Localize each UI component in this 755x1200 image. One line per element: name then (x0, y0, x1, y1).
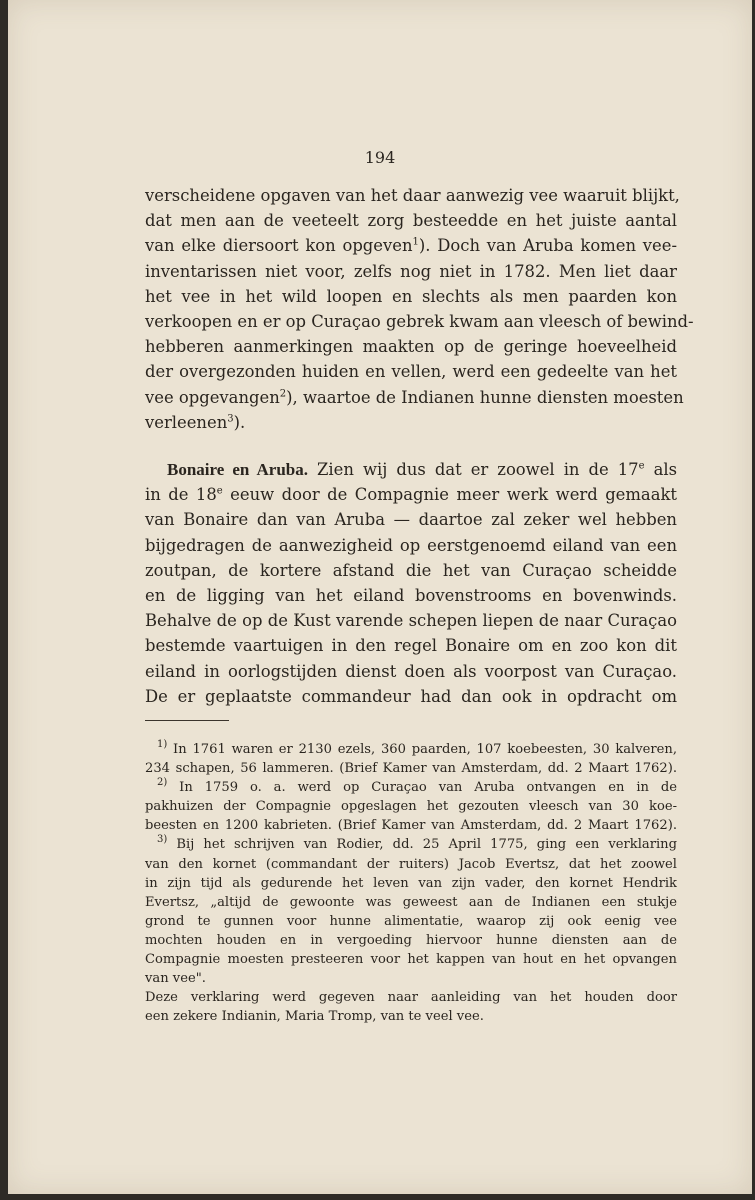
footnote-mark: 3) (157, 834, 168, 846)
text-line-tail: ), waartoe de Indianen hunne diensten moesten (286, 387, 684, 407)
text-line: bestemde vaartuigen in den regel Bonaire om en zoo kon dit (145, 636, 677, 656)
footnote-line: grond te gunnen voor hunne alimentatie, waarop zij ook eenig vee (145, 913, 677, 929)
footnote-ref-1: 1 (412, 236, 419, 248)
text-line (145, 385, 684, 410)
text-line: van Bonaire dan van Aruba — daartoe zal zeker wel hebben (145, 510, 677, 530)
footnote-2 (145, 778, 677, 835)
text-line (145, 233, 677, 258)
footnotes (145, 740, 677, 1026)
text-line-body: Zien wij dus dat er zoowel in de 17 (308, 460, 639, 480)
text-line: eiland in oorlogstijden dienst doen als voorpost van Curaçao. (145, 661, 677, 681)
footnote-text: Bij het schrijven van Rodier, dd. 25 April 1775, ging een verklaring (167, 837, 677, 853)
text-line: dat men aan de veeteelt zorg besteedde en het juiste aantal (145, 211, 677, 231)
text-line-head: vee opgevangen (145, 387, 280, 407)
section-heading: Bonaire en Aruba. (167, 460, 308, 480)
text-line-tail: ). Doch van Aruba komen vee- (418, 236, 677, 256)
text-line (145, 482, 677, 507)
footnote-line: in zijn tijd als gedurende het leven van zijn vader, den kornet Hendrik (145, 875, 677, 891)
footnote-text: In 1761 waren er 2130 ezels, 360 paarden, 107 koebeesten, 30 kalveren, (167, 742, 677, 757)
text-line: het vee in het wild loopen en slechts als men paarden kon (145, 286, 677, 306)
superscript: e (216, 485, 223, 497)
text-line-head: in de 18 (145, 485, 217, 505)
footnote-divider (145, 720, 229, 721)
paragraph-1 (145, 183, 694, 435)
footnote-line: een zekere Indianin, Maria Tromp, van te veel vee. (145, 1009, 484, 1025)
footnote-line: mochten houden en in vergoeding hiervoor hunne diensten aan de (145, 932, 677, 948)
paragraph-2 (145, 457, 677, 709)
footnote-line: beesten en 1200 kabrieten. (Brief Kamer van Amsterdam, dd. 2 Maart 1762). (145, 818, 677, 834)
footnote-line: Compagnie moesten presteeren voor het kappen van hout en het opvangen (145, 952, 677, 968)
book-page (8, 0, 752, 1194)
footnote-mark: 1) (157, 739, 168, 750)
main-text (145, 183, 694, 709)
text-line: Behalve de op de Kust varende schepen liepen de naar Curaçao (145, 611, 677, 631)
footnote-text: In 1759 o. a. werd op Curaçao van Aruba ontvangen en in de (167, 780, 677, 796)
text-line-head: verleenen (145, 412, 228, 432)
footnote-line: van den kornet (commandant der ruiters) Jacob Evertsz, dat het zoowel (145, 856, 677, 872)
text-line: verkoopen en er op Curaçao gebrek kwam aan vleesch of bewind- (145, 312, 694, 332)
footnote-ref-3: 3 (227, 413, 234, 425)
footnote-line: Evertsz, „altijd de gewoonte was geweest aan de Indianen een stukje (145, 894, 677, 910)
text-line-tail: als (644, 460, 677, 480)
text-line: hebberen aanmerkingen maakten op de geringe hoeveelheid (145, 337, 677, 357)
footnote-ref-2: 2 (279, 388, 287, 400)
footnote-1 (145, 740, 677, 778)
footnote-line: Deze verklaring werd gegeven naar aanleiding van het houden door (145, 990, 677, 1006)
footnote-line (145, 778, 677, 797)
text-line-tail: eeuw door de Compagnie meer werk werd gemaakt (222, 485, 677, 505)
footnote-line: pakhuizen der Compagnie opgeslagen het gezouten vleesch van 30 koe- (145, 799, 677, 815)
footnote-line: 234 schapen, 56 lammeren. (Brief Kamer van Amsterdam, dd. 2 Maart 1762). (145, 761, 677, 777)
footnote-3 (145, 835, 677, 1026)
text-line: en de ligging van het eiland bovenstrooms en bovenwinds. (145, 586, 677, 606)
text-line: der overgezonden huiden en vellen, werd een gedeelte van het (145, 362, 677, 382)
text-line: zoutpan, de kortere afstand die het van Curaçao scheidde (145, 560, 677, 580)
text-line-tail: ). (233, 412, 246, 432)
text-line (145, 457, 677, 482)
text-line: bijgedragen de aanwezigheid op eerstgenoemd eiland van een (145, 535, 677, 555)
text-line: De er geplaatste commandeur had dan ook in opdracht om (145, 686, 677, 706)
superscript: e (638, 460, 645, 472)
footnote-mark: 2) (157, 777, 168, 789)
footnote-line (145, 740, 677, 759)
text-line: verscheidene opgaven van het daar aanwezig vee waaruit blijkt, (145, 186, 680, 205)
text-line (145, 410, 677, 435)
page-number: 194 (364, 148, 396, 167)
footnote-line: van vee". (145, 971, 206, 987)
text-line: inventarissen niet voor, zelfs nog niet in 1782. Men liet daar (145, 261, 677, 281)
text-line-head: van elke diersoort kon opgeven (145, 236, 413, 256)
footnote-line (145, 835, 677, 854)
